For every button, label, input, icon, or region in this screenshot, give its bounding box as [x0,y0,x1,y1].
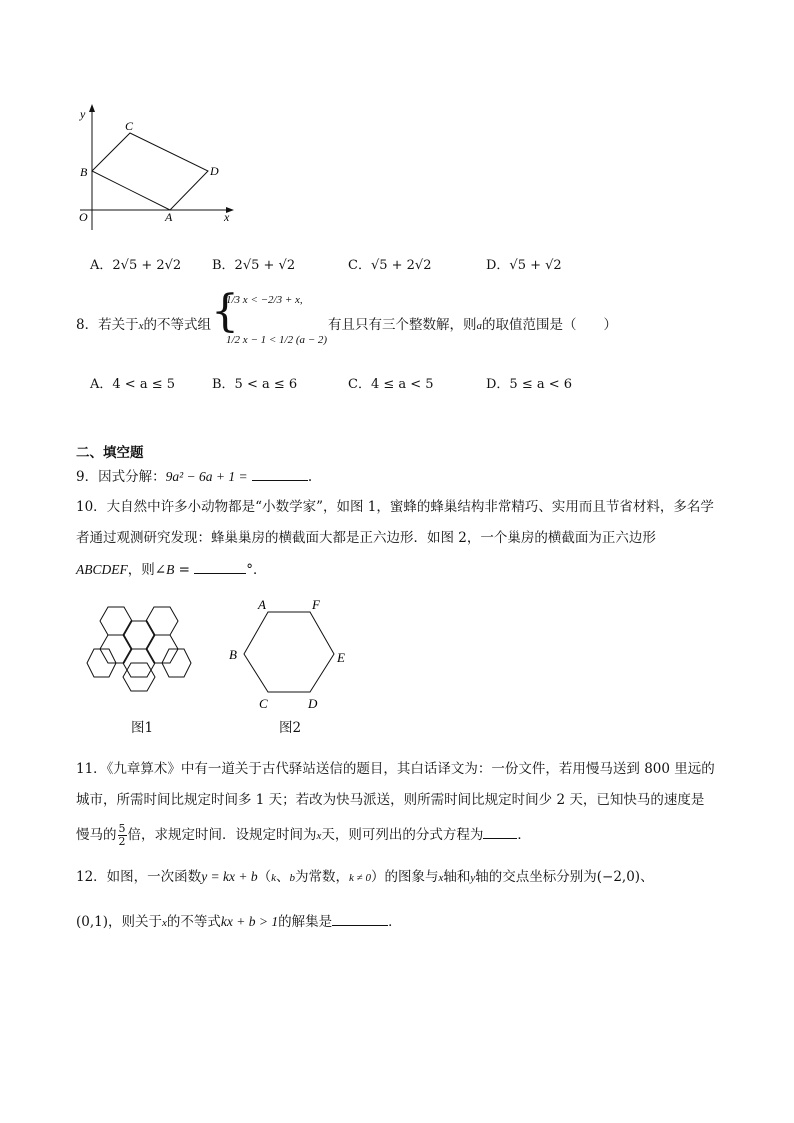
section-title: 二、填空题 [76,445,144,461]
q12-point1: (−2,0) [596,869,641,885]
q8-option-b: B．5 < a ≤ 6 [212,377,298,392]
parallelogram-abcd [92,133,208,210]
q11-answer-blank[interactable] [483,824,517,839]
q11-frac-den: 2 [118,835,126,848]
q11-end: ． [517,827,531,843]
q8-mid: 的不等式组 [143,317,211,333]
q10-line3 [76,559,266,580]
q12-line2-b: 的不等式 [166,914,221,930]
q12-line2-a: ，则关于 [108,914,163,930]
q10-angle-b: B [166,562,175,577]
honeycomb-cells [87,607,191,691]
q8-brace: { [211,286,239,337]
q8-option-a: A．4 < a ≤ 5 [90,377,175,392]
honeycomb-figure [86,604,194,694]
q10-line1: 10．大自然中许多小动物都是“小数学家”，如图 1，蜜蜂的蜂巢结构非常精巧、实用而且节省材料，多名学 [76,499,714,515]
q12-line1-e: 轴和 [443,869,471,885]
q12-sep: 、 [276,869,290,885]
q12-line1 [76,867,654,888]
q11-line3 [76,820,531,851]
hex-label-e: E [337,650,345,665]
q8-option-d: D．5 ≤ a < 6 [486,377,573,392]
q7-coordinate-figure [70,100,250,235]
q8-ineq2: 1/2 x − 1 < 1/2 (a − 2) [226,334,328,346]
q12-line1-f: 轴的交点坐标分别为 [475,869,597,885]
q7-option-c: C．√5 + 2√2 [348,258,432,273]
q11-var-x: x [316,830,322,842]
q8-end: 的取值范围是（ ） [482,317,617,333]
q10-hexagon-name: ABCDEF [76,562,128,577]
q8-ineq1: 1/3 x < −2/3 + x, [226,294,303,306]
q9-answer-blank[interactable] [252,466,308,481]
q11-fraction [118,823,127,848]
hex-cell-top-center [123,621,155,649]
hex-cell-top-left [100,607,132,635]
figure2-caption: 图2 [279,720,302,736]
q12-b: b [289,872,296,884]
q11-line3-c: 天，则可列出的分式方程为 [321,827,484,843]
q12-point2: (0,1) [76,914,109,930]
q9-end: . [307,469,313,485]
q8-suffix: 有且只有三个整数解，则 [328,317,477,333]
q12-inequality: kx + b > 1 [220,914,279,929]
figure1-caption: 图1 [131,720,154,736]
q11-line3-a: 慢马的 [76,827,117,843]
label-y: y [80,107,86,121]
q12-line1-c: 为常数， [295,869,350,885]
q12-k: k [271,872,277,884]
q10-mid: ，则∠ [127,562,167,578]
q12-line2-c: 的解集是 [278,914,333,930]
q7-option-a: A．2√5 + 2√2 [90,258,182,273]
label-b: B [80,165,88,179]
q7-option-b: B．2√5 + √2 [212,258,296,273]
q12-line1-d: ）的图象与 [370,869,439,885]
label-x: x [224,210,230,224]
q12-line1-a: 12．如图，一次函数 [76,869,202,885]
label-c: C [125,119,134,133]
label-origin: O [79,210,88,224]
q12-condition: k ≠ 0 [349,872,371,884]
hexagon-abcdef-figure [224,594,354,712]
q12-answer-blank[interactable] [332,911,388,926]
q10-answer-blank[interactable] [194,559,246,574]
hex-label-f: F [312,597,320,612]
q12-x-axis: x [438,872,444,884]
q10-eq: = [174,562,190,578]
q8-prefix-line [76,315,211,336]
q8-prefix: 8．若关于 [76,317,139,333]
q12-function: y = kx + b [201,869,258,884]
hex-label-a: A [258,597,266,612]
q11-line3-b: 倍，求规定时间．设规定时间为 [127,827,317,843]
q11-frac-num: 5 [118,822,126,835]
hex-label-c: C [259,696,268,711]
q8-var-a: a [476,320,482,332]
q9-text: 9．因式分解： [76,469,166,485]
q11-line2: 城市，所需时间比规定时间多 1 天；若改为快马派送，则所需时间比规定时间少 2 天，已知快马的速度是 [76,792,705,808]
y-axis-arrow [89,104,95,112]
hex-cell-top-right [146,607,178,635]
hex-label-d: D [308,696,318,711]
q8-suffix-line [328,315,617,336]
label-a: A [165,210,173,224]
q12-line2 [76,911,402,933]
q10-line2: 者通过观测研究发现：蜂巢巢房的横截面大都是正六边形．如图 2，一个巢房的横截面为正六边形 [76,530,656,546]
q12-line1-b: （ [257,869,272,885]
q12-line1-g: 、 [640,869,654,885]
q12-end: ． [388,914,402,930]
q8-var-x: x [138,320,144,332]
q8-option-c: C．4 ≤ a < 5 [348,377,434,392]
q11-line1: 11．《九章算术》中有一道关于古代驿站送信的题目，其白话译文为：一份文件，若用慢马送到 800 里远的 [76,761,715,777]
hexagon-abcdef [244,612,334,692]
label-d: D [210,164,219,178]
q9-line [76,466,312,487]
q9-expr: 9a² − 6a + 1 = [165,469,248,484]
q12-var-x: x [162,917,167,929]
q7-option-d: D．√5 + √2 [486,258,562,273]
q10-end: °． [246,562,267,578]
q12-y-axis: y [470,872,476,884]
hex-label-b: B [229,647,237,662]
